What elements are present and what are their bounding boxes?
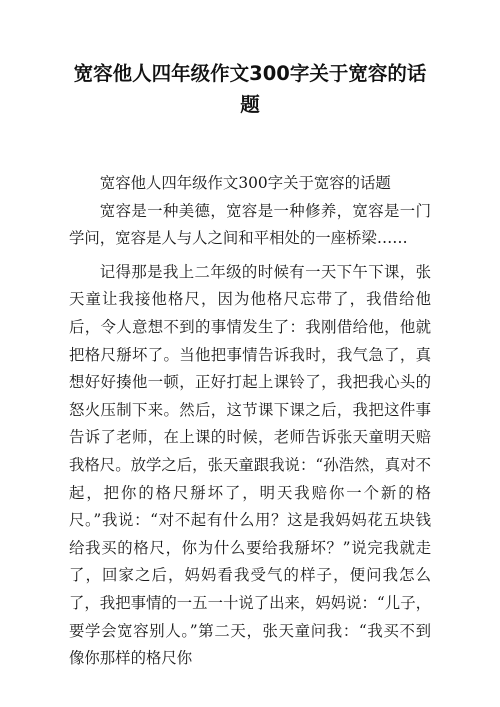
paragraph-heading-repeat: 宽容他人四年级作文300字关于宽容的话题: [99, 174, 391, 192]
document-body: [69, 170, 431, 673]
paragraph-intro: 宽容是一种美德，宽容是一种修养，宽容是一门学问，宽容是人与人之间和平相处的一座桥梁……: [69, 201, 431, 248]
paragraph-story: 记得那是我上二年级的时候有一天下午下课，张天童让我接他格尺，因为他格尺忘带了，我借给他后，令人意想不到的事情发生了：我刚借给他，他就把格尺掰坏了。当他把事情告诉我时，我气急了，真想好好揍他一顿，正好打起上课铃了，我把我心头的怒火压制下来。然后，这节课下课之后，我把这件事告诉了老师，在上课的时候，老师告诉张天童明天赔我格尺。放学之后，张天童跟我说：“孙浩然，真对不起，把你的格尺掰坏了，明天我赔你一个新的格尺。”我说：“对不起有什么用？这是我妈妈花五块钱给我买的格尺，你为什么要给我掰坏？”说完我就走了，回家之后，妈妈看我受气的样子，便问我怎么了，我把事情的一五一十说了出来，妈妈说：“儿子，要学会宽容别人。”第二天，张天童问我：“我买不到像你那样的格尺你: [69, 262, 431, 668]
document-title: 宽容他人四年级作文300字关于宽容的话题: [73, 62, 427, 116]
